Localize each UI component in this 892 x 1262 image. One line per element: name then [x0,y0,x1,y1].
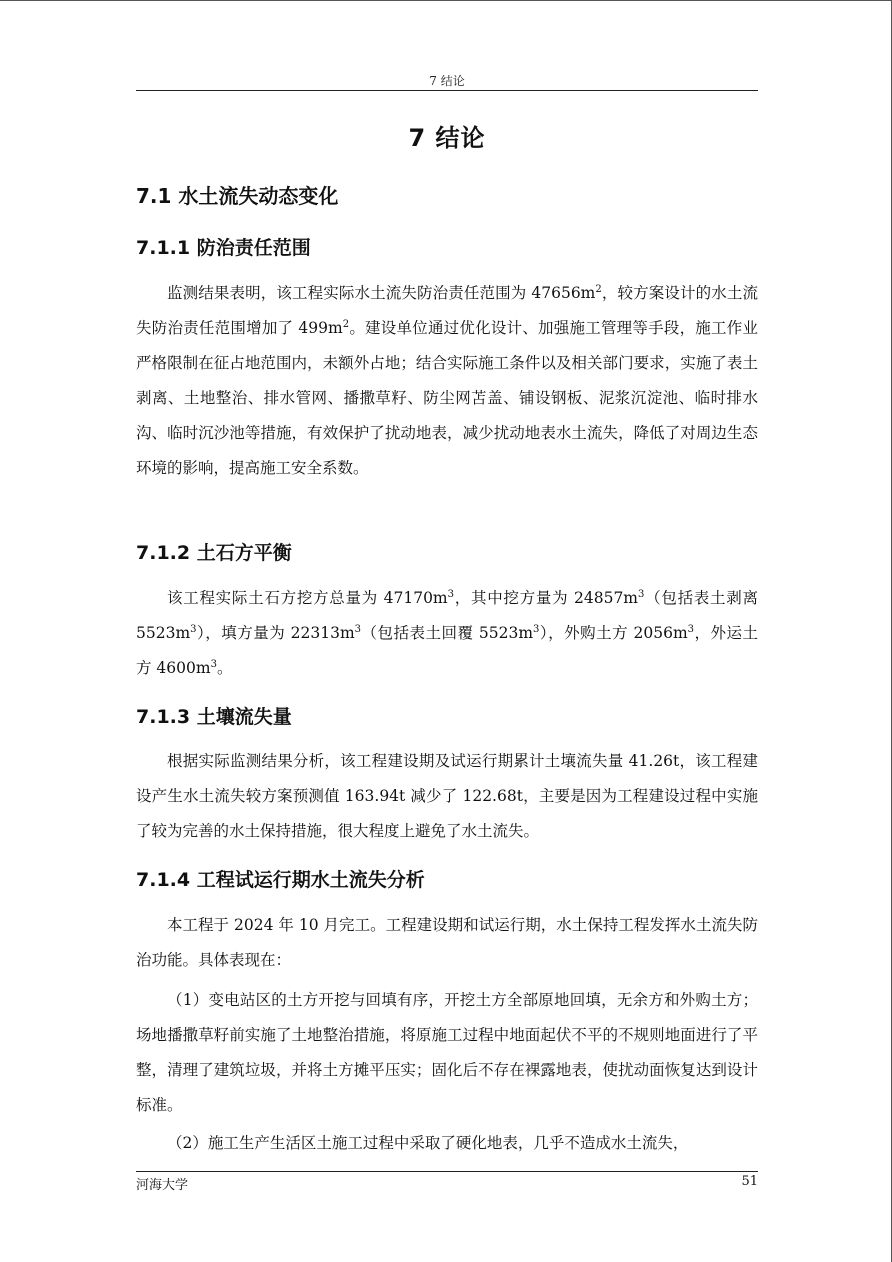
paragraph-soil-loss: 根据实际监测结果分析，该工程建设期及试运行期累计土壤流失量 41.26t，该工程建设产生水土流失较方案预测值 163.94t 减少了 122.68t，主要是因为工程建设过程中实施了较为完善的水土保持措施，很大程度上避免了水土流失。 [136,752,758,840]
subsection-heading-7-1-3: 7.1.3 土壤流失量 [136,706,292,728]
paragraph-responsibility-scope: 监测结果表明，该工程实际水土流失防治责任范围为 $47656m^2$，较方案设计的水土流失防治责任范围增加了 $499m^2$。建设单位通过优化设计、加强施工管理等手段，施工作业严格限制在征占地范围内，未额外占地；结合实际施工条件以及相关部门要求，实施了表土剥离、土地整治、排水管网、播撒草籽、防尘网苫盖、铺设钢板、泥浆沉淀池、临时排水沟、临时沉沙池等措施，有效保护了扰动地表，减少扰动地表水土流失，降低了对周边生态环境的影响，提高施工安全系数。 [136,283,758,477]
subsection-heading-7-1-2: 7.1.2 土石方平衡 [136,542,292,564]
footer-rule [136,1171,758,1172]
section-heading-7-1: 7.1 水土流失动态变化 [136,184,339,208]
page-top-border [0,0,892,1]
running-header: 7 结论 [429,74,465,88]
paragraph-item-2: （2）施工生产生活区土施工过程中采取了硬化地表，几乎不造成水土流失， [167,1134,689,1152]
page-number: 51 [741,1174,758,1189]
footer-institution: 河海大学 [136,1178,189,1193]
header-rule [136,90,758,91]
paragraph-earthwork-balance: 该工程实际土石方挖方总量为 $47170m^3$，其中挖方量为 $24857m^3$（包括表土剥离 $5523m^3$），填方量为 $22313m^3$（包括表土回覆 $5523m^3$），外购土方 $2056m^3$，外运土方 $4600m^3$。 [136,588,758,677]
paragraph-item-1: （1）变电站区的土方开挖与回填有序，开挖土方全部原地回填，无余方和外购土方；场地播撒草籽前实施了土地整治措施，将原施工过程中地面起伏不平的不规则地面进行了平整，清理了建筑垃圾，并将土方摊平压实；固化后不存在裸露地表，使扰动面恢复达到设计标准。 [136,991,758,1114]
subsection-heading-7-1-4: 7.1.4 工程试运行期水土流失分析 [136,869,425,891]
chapter-title: 7 结论 [408,124,486,152]
subsection-heading-7-1-1: 7.1.1 防治责任范围 [136,237,311,259]
paragraph-trial-operation-intro: 本工程于 2024 年 10 月完工。工程建设期和试运行期，水土保持工程发挥水土流失防治功能。具体表现在： [136,916,758,969]
